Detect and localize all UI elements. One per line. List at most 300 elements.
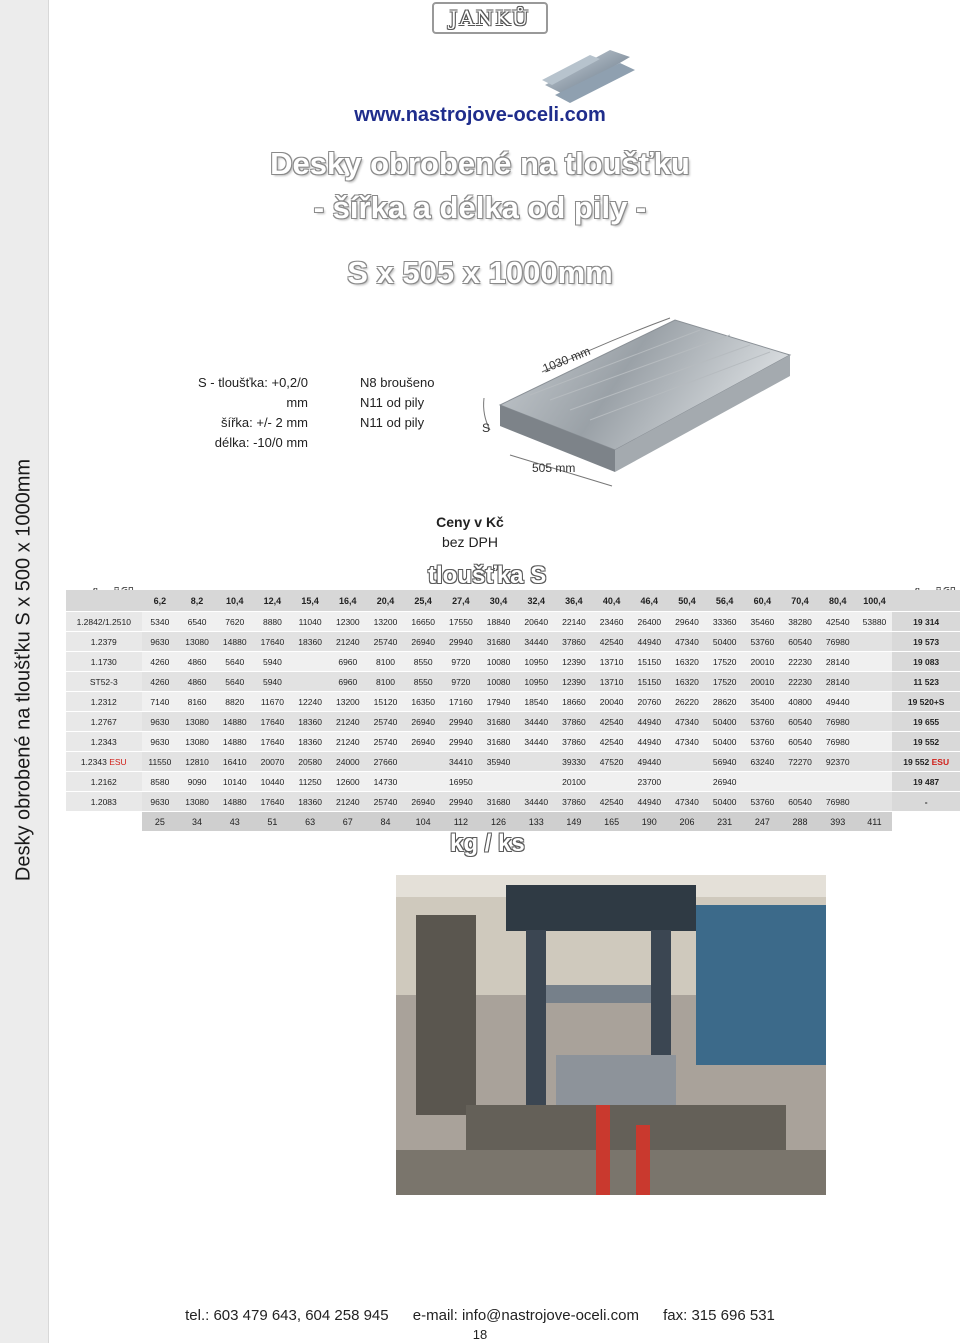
material-name: 1.2379	[90, 636, 117, 647]
price-cell: 9630	[142, 712, 179, 732]
price-cell: 5940	[254, 652, 292, 672]
price-cell: 18840	[480, 612, 518, 632]
weight-cell: 247	[744, 812, 782, 832]
price-cell: 8880	[254, 612, 292, 632]
thickness-label: S	[482, 421, 491, 435]
price-cell: 20640	[517, 612, 555, 632]
price-cell: 8820	[216, 692, 254, 712]
price-cell: 5640	[216, 672, 254, 692]
price-cell	[291, 652, 329, 672]
material-price: 19 083	[913, 656, 940, 667]
price-cell: 25740	[367, 792, 405, 812]
material-cell	[66, 772, 142, 792]
material-name: 1.2767	[90, 716, 117, 727]
price-cell: 76980	[819, 632, 857, 652]
vat-label: bez DPH	[441, 534, 499, 550]
price-cell: 44940	[630, 632, 668, 652]
spec-labels	[180, 373, 308, 453]
price-cell: 12390	[555, 652, 593, 672]
weight-row-label	[66, 812, 142, 832]
price-cell: 25740	[367, 632, 405, 652]
table-row	[66, 612, 960, 632]
weight-cell: 133	[517, 812, 555, 832]
price-cell: 14880	[216, 792, 254, 812]
price-cell: 53760	[744, 732, 782, 752]
price-cell: 42540	[593, 712, 631, 732]
price-cell: 92370	[819, 752, 857, 772]
price-cell: 22230	[781, 652, 819, 672]
material-cell	[66, 752, 142, 772]
price-cell: 17160	[442, 692, 480, 712]
price-cell: 35460	[744, 612, 782, 632]
price-cell: 11250	[291, 772, 329, 792]
price-cell: 29640	[668, 612, 706, 632]
price-cell: 37860	[555, 632, 593, 652]
spec-width-finish: N11 od pily	[360, 395, 425, 410]
weight-cell: 190	[630, 812, 668, 832]
price-cell: 22140	[555, 612, 593, 632]
weight-cell: 34	[178, 812, 216, 832]
weight-row	[66, 812, 960, 832]
spec-thickness-finish: N8 broušeno	[360, 375, 435, 390]
thickness-header-cell: 60,4	[744, 590, 782, 612]
weight-cell: 126	[480, 812, 518, 832]
material-cell	[66, 652, 142, 672]
spec-thickness: S - tloušťka: +0,2/0 mm	[197, 375, 308, 410]
price-cell: 37860	[555, 712, 593, 732]
steel-bars-icon	[540, 45, 640, 105]
price-cell: 26220	[668, 692, 706, 712]
price-cell: 16950	[442, 772, 480, 792]
price-cell: 60540	[781, 732, 819, 752]
price-cell: 60540	[781, 632, 819, 652]
price-cell: 50400	[706, 792, 744, 812]
price-cell: 22230	[781, 672, 819, 692]
price-cell: 4260	[142, 652, 179, 672]
price-cell: 11670	[254, 692, 292, 712]
material-price: 19 520+S	[907, 696, 945, 707]
price-cell: 4260	[142, 672, 179, 692]
weight-cell: 51	[254, 812, 292, 832]
price-cell: 50400	[706, 712, 744, 732]
price-cell: 7620	[216, 612, 254, 632]
thickness-header-cell: 15,4	[291, 590, 329, 612]
price-cell: 47340	[668, 732, 706, 752]
weight-row-end	[892, 812, 960, 832]
price-cell: 13080	[178, 792, 216, 812]
material-price-cell	[892, 792, 960, 812]
material-name: 1.1730	[90, 656, 117, 667]
price-cell: 50400	[706, 732, 744, 752]
price-cell: 17550	[442, 612, 480, 632]
price-cell: 6960	[329, 672, 367, 692]
price-cell: 29940	[442, 712, 480, 732]
price-cell: 56940	[706, 752, 744, 772]
material-cell	[66, 732, 142, 752]
price-cell: 20760	[630, 692, 668, 712]
price-cell: 34440	[517, 792, 555, 812]
price-cell: 47520	[593, 752, 631, 772]
material-price-cell	[892, 612, 960, 632]
material-price: 19 314	[913, 616, 940, 627]
thickness-header-cell: 25,4	[404, 590, 442, 612]
plate-diagram	[470, 300, 810, 490]
price-cell	[480, 772, 518, 792]
price-cell: 60540	[781, 792, 819, 812]
price-table	[66, 590, 960, 832]
price-cell: 5340	[142, 612, 179, 632]
price-cell	[668, 752, 706, 772]
thickness-header-cell: 20,4	[367, 590, 405, 612]
material-name: 1.2312	[90, 696, 117, 707]
band-saw-photo	[396, 875, 826, 1195]
price-cell: 53760	[744, 792, 782, 812]
price-cell: 5940	[254, 672, 292, 692]
table-row	[66, 632, 960, 652]
price-cell	[857, 772, 893, 792]
price-cell	[404, 752, 442, 772]
price-cell: 17520	[706, 652, 744, 672]
price-cell: 28620	[706, 692, 744, 712]
material-price-cell	[892, 752, 960, 772]
price-cell: 10950	[517, 652, 555, 672]
website-url: www.nastrojove-oceli.com	[354, 104, 606, 126]
weight-unit-label: kg / ks	[450, 830, 525, 857]
material-price-cell	[892, 732, 960, 752]
price-cell: 42540	[819, 612, 857, 632]
weight-cell: 67	[329, 812, 367, 832]
price-cell	[857, 632, 893, 652]
price-cell	[517, 752, 555, 772]
price-cell: 13200	[367, 612, 405, 632]
price-cell: 34440	[517, 732, 555, 752]
price-cell: 18360	[291, 712, 329, 732]
thickness-header-cell: 80,4	[819, 590, 857, 612]
weight-cell: 231	[706, 812, 744, 832]
price-cell: 5640	[216, 652, 254, 672]
footer-fax: fax: 315 696 531	[663, 1307, 775, 1324]
price-cell: 44940	[630, 792, 668, 812]
material-price: 19 655	[913, 716, 940, 727]
price-cell	[744, 772, 782, 792]
weight-cell: 25	[142, 812, 179, 832]
price-cell: 17640	[254, 732, 292, 752]
price-cell: 76980	[819, 732, 857, 752]
price-cell: 17640	[254, 712, 292, 732]
price-cell: 25740	[367, 732, 405, 752]
price-cell: 34440	[517, 712, 555, 732]
footer-email: e-mail: info@nastrojove-oceli.com	[412, 1307, 639, 1324]
material-price-cell	[892, 632, 960, 652]
price-cell: 44940	[630, 732, 668, 752]
price-cell: 16650	[404, 612, 442, 632]
price-cell: 47340	[668, 792, 706, 812]
price-cell: 17640	[254, 792, 292, 812]
material-price: 19 487	[913, 776, 940, 787]
price-cell: 21240	[329, 632, 367, 652]
weight-cell: 411	[857, 812, 893, 832]
price-cell: 8100	[367, 652, 405, 672]
material-name: 1.2343	[90, 736, 117, 747]
price-cell	[819, 772, 857, 792]
logo	[432, 2, 548, 34]
weight-cell: 149	[555, 812, 593, 832]
price-cell: 18360	[291, 792, 329, 812]
thickness-header-cell: 6,2	[142, 590, 179, 612]
price-cell: 9720	[442, 672, 480, 692]
price-cell: 14880	[216, 712, 254, 732]
price-cell: 16410	[216, 752, 254, 772]
material-cell	[66, 672, 142, 692]
material-price: 19 573	[913, 636, 940, 647]
price-cell: 17520	[706, 672, 744, 692]
price-cell: 76980	[819, 792, 857, 812]
material-price: -	[924, 796, 928, 807]
table-row	[66, 712, 960, 732]
price-cell: 13710	[593, 652, 631, 672]
price-cell: 23700	[630, 772, 668, 792]
price-cell: 11040	[291, 612, 329, 632]
price-cell: 7140	[142, 692, 179, 712]
price-cell: 49440	[819, 692, 857, 712]
price-cell: 18540	[517, 692, 555, 712]
price-cell: 6540	[178, 612, 216, 632]
price-cell: 20100	[555, 772, 593, 792]
price-cell: 53760	[744, 632, 782, 652]
material-cell	[66, 712, 142, 732]
price-cell: 15120	[367, 692, 405, 712]
thickness-header-cell: 100,4	[857, 590, 893, 612]
table-row	[66, 752, 960, 772]
price-cell: 37860	[555, 792, 593, 812]
price-cell: 16350	[404, 692, 442, 712]
price-cell: 28140	[819, 652, 857, 672]
price-cell: 39330	[555, 752, 593, 772]
price-cell: 8550	[404, 652, 442, 672]
price-cell: 35940	[480, 752, 518, 772]
price-cell: 13200	[329, 692, 367, 712]
price-cell: 26940	[404, 732, 442, 752]
table-row	[66, 732, 960, 752]
price-cell: 14730	[367, 772, 405, 792]
price-cell: 29940	[442, 792, 480, 812]
price-cell: 12300	[329, 612, 367, 632]
price-cell	[291, 672, 329, 692]
thickness-header-cell: 40,4	[593, 590, 631, 612]
table-row	[66, 792, 960, 812]
price-cell: 42540	[593, 632, 631, 652]
price-cell: 20070	[254, 752, 292, 772]
width-label: 505 mm	[532, 461, 576, 475]
price-cell: 47340	[668, 632, 706, 652]
price-cell	[593, 772, 631, 792]
price-cell: 14880	[216, 632, 254, 652]
price-cell: 20010	[744, 672, 782, 692]
spec-length-finish: N11 od pily	[360, 415, 425, 430]
price-cell: 8550	[404, 672, 442, 692]
weight-cell: 288	[781, 812, 819, 832]
price-cell: 16320	[668, 672, 706, 692]
price-cell: 18360	[291, 732, 329, 752]
price-cell: 37860	[555, 732, 593, 752]
thickness-heading: tloušťka S	[428, 562, 547, 589]
weight-cell: 63	[291, 812, 329, 832]
material-price-suffix: ESU	[931, 756, 950, 767]
price-cell	[404, 772, 442, 792]
price-cell: 38280	[781, 612, 819, 632]
footer	[0, 1307, 960, 1324]
material-cell	[66, 692, 142, 712]
price-cell: 15150	[630, 672, 668, 692]
weight-cell: 206	[668, 812, 706, 832]
thickness-header-cell: 56,4	[706, 590, 744, 612]
price-cell: 40800	[781, 692, 819, 712]
price-cell: 6960	[329, 652, 367, 672]
weight-cell: 43	[216, 812, 254, 832]
price-note	[420, 512, 520, 552]
material-price-cell	[892, 672, 960, 692]
price-cell: 21240	[329, 712, 367, 732]
price-cell: 27660	[367, 752, 405, 772]
thickness-header-cell: 46,4	[630, 590, 668, 612]
price-cell: 29940	[442, 732, 480, 752]
material-price: 11 523	[913, 676, 939, 687]
weight-cell: 112	[442, 812, 480, 832]
thickness-header-cell: 16,4	[329, 590, 367, 612]
footer-tel: tel.: 603 479 643, 604 258 945	[185, 1307, 389, 1324]
logo-text: JANKŮ	[449, 6, 531, 30]
price-cell	[857, 652, 893, 672]
price-cell: 31680	[480, 632, 518, 652]
material-name: 1.2842/1.2510	[76, 616, 131, 627]
price-cell: 18360	[291, 632, 329, 652]
header-corner	[66, 590, 142, 612]
price-cell	[857, 712, 893, 732]
thickness-header-cell: 50,4	[668, 590, 706, 612]
price-cell: 42540	[593, 732, 631, 752]
price-cell: 10440	[254, 772, 292, 792]
price-cell: 23460	[593, 612, 631, 632]
side-title: Desky obrobené na tloušťku S x 500 x 1000mm	[12, 458, 35, 882]
price-cell: 26940	[706, 772, 744, 792]
price-cell: 4860	[178, 672, 216, 692]
material-price: 19 552	[913, 736, 940, 747]
weight-cell: 84	[367, 812, 405, 832]
material-suffix: ESU	[109, 756, 127, 767]
material-name: 1.2162	[90, 776, 117, 787]
price-cell: 12600	[329, 772, 367, 792]
price-cell: 10950	[517, 672, 555, 692]
price-cell: 13710	[593, 672, 631, 692]
price-cell: 31680	[480, 792, 518, 812]
price-cell: 9630	[142, 632, 179, 652]
price-cell	[857, 792, 893, 812]
price-cell	[857, 672, 893, 692]
weight-cell: 393	[819, 812, 857, 832]
table-row	[66, 652, 960, 672]
price-cell: 15150	[630, 652, 668, 672]
header-price-corner	[892, 590, 960, 612]
price-cell: 9630	[142, 792, 179, 812]
price-cell	[517, 772, 555, 792]
price-cell: 26400	[630, 612, 668, 632]
thickness-header-cell: 30,4	[480, 590, 518, 612]
price-cell: 33360	[706, 612, 744, 632]
price-cell	[857, 692, 893, 712]
spec-length: délka: -10/0 mm	[214, 435, 308, 450]
price-cell	[668, 772, 706, 792]
price-cell: 34440	[517, 632, 555, 652]
price-cell: 12810	[178, 752, 216, 772]
price-cell: 49440	[630, 752, 668, 772]
price-cell: 18660	[555, 692, 593, 712]
thickness-header-cell: 70,4	[781, 590, 819, 612]
table-row	[66, 772, 960, 792]
price-cell: 29940	[442, 632, 480, 652]
price-cell	[857, 752, 893, 772]
spec-values	[360, 373, 434, 433]
thickness-header-cell: 8,2	[178, 590, 216, 612]
price-cell: 42540	[593, 792, 631, 812]
price-cell: 76980	[819, 712, 857, 732]
price-cell: 8580	[142, 772, 179, 792]
page-subtitle: - šířka a délka od pily -	[313, 190, 647, 225]
thickness-header-cell: 27,4	[442, 590, 480, 612]
price-cell: 17640	[254, 632, 292, 652]
thickness-header-cell: 32,4	[517, 590, 555, 612]
price-cell: 28140	[819, 672, 857, 692]
price-cell: 12240	[291, 692, 329, 712]
length-label: 1030 mm	[540, 343, 593, 376]
material-price: 19 552	[903, 756, 930, 767]
price-cell	[857, 732, 893, 752]
material-price-cell	[892, 652, 960, 672]
price-cell: 26940	[404, 712, 442, 732]
weight-cell: 165	[593, 812, 631, 832]
price-cell: 4860	[178, 652, 216, 672]
material-name: 1.2343	[80, 756, 107, 767]
price-cell: 24000	[329, 752, 367, 772]
table-row	[66, 692, 960, 712]
price-cell: 16320	[668, 652, 706, 672]
thickness-header-cell: 36,4	[555, 590, 593, 612]
price-cell: 72270	[781, 752, 819, 772]
material-name: ST52-3	[89, 676, 118, 687]
price-cell: 63240	[744, 752, 782, 772]
price-cell: 13080	[178, 632, 216, 652]
price-cell: 53880	[857, 612, 893, 632]
price-cell: 9720	[442, 652, 480, 672]
price-cell: 20580	[291, 752, 329, 772]
price-cell: 31680	[480, 732, 518, 752]
weight-cell: 104	[404, 812, 442, 832]
price-cell: 20040	[593, 692, 631, 712]
material-price-cell	[892, 712, 960, 732]
price-cell: 10080	[480, 672, 518, 692]
thickness-header-cell: 10,4	[216, 590, 254, 612]
price-cell: 21240	[329, 732, 367, 752]
price-cell: 11550	[142, 752, 179, 772]
price-cell: 47340	[668, 712, 706, 732]
price-cell: 8160	[178, 692, 216, 712]
price-cell: 31680	[480, 712, 518, 732]
price-cell: 13080	[178, 712, 216, 732]
price-cell	[781, 772, 819, 792]
price-cell: 50400	[706, 632, 744, 652]
price-cell: 9090	[178, 772, 216, 792]
price-cell: 13080	[178, 732, 216, 752]
material-price-cell	[892, 772, 960, 792]
